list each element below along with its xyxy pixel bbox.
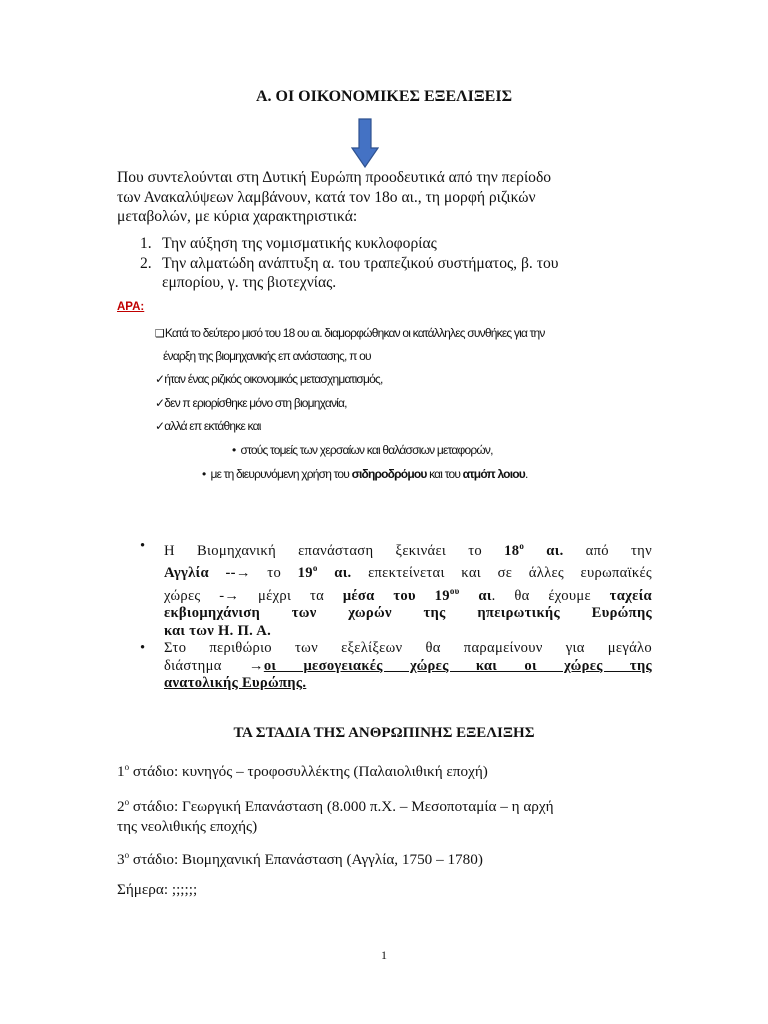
sub-bullet — [232, 443, 493, 457]
sup-text: ο — [124, 797, 130, 807]
ara-box-line — [155, 326, 545, 340]
sup-text: ο — [519, 541, 525, 551]
bullet-icon: • — [202, 467, 211, 481]
checkmark-icon: ✓ — [155, 372, 165, 386]
checkmark-icon: ✓ — [155, 419, 165, 433]
sup-text: ο — [312, 563, 318, 574]
stage-text: στάδιο: κυνηγός – τροφοσυλλέκτης (Παλαιολιθική εποχή) — [129, 763, 488, 781]
text: Η Βιομηχανική επανάσταση ξεκινάει το — [164, 542, 505, 559]
bold-text: αι. — [317, 565, 352, 582]
sub-bullet-text: . — [524, 467, 528, 481]
sub-bullet-text: με τη διευρυνόμενη χρήση του — [210, 467, 352, 481]
check-item — [155, 419, 261, 433]
list-text: Την αύξηση της νομισματικής κυκλοφορίας — [162, 235, 437, 252]
sup-text: ου — [449, 585, 460, 596]
stage-text: στάδιο: Γεωργική Επανάσταση (8.000 π.Χ. – Μεσοποταμία – η αρχή — [129, 798, 554, 816]
text: χώρες - — [164, 587, 225, 604]
intro-line: Που συντελούνται στη Δυτική Ευρώπη προοδευτικά από την περίοδο — [117, 169, 552, 186]
bullet-icon: • — [232, 443, 241, 457]
list-number: 1. — [140, 235, 152, 252]
bold-text: εκβιομηχάνιση των χωρών της ηπειρωτικής Ευρώπης — [164, 605, 652, 622]
list-number: 2. — [140, 254, 152, 272]
checkbox-icon: ❑ — [155, 328, 165, 340]
bullet-text — [164, 538, 652, 640]
check-text: δεν π εριορίσθηκε μόνο στη βιομηχανία, — [164, 396, 347, 410]
bullet-item — [140, 640, 652, 693]
sub-bullet-text: στούς τομείς των χερσαίων και θαλάσσιων μεταφορών, — [240, 443, 493, 457]
bullet-line — [164, 583, 652, 605]
bullet-line — [164, 675, 652, 693]
check-text: αλλά επ εκτάθηκε και — [164, 419, 261, 433]
list-item — [140, 254, 655, 293]
bold-underlined-text: οι μεσογειακές χώρες και οι χώρες της — [263, 657, 652, 674]
stage-text: της νεολιθικής εποχής) — [117, 817, 258, 835]
sup-text: ο — [124, 762, 130, 772]
right-arrow-icon: → — [224, 587, 240, 604]
check-item — [155, 372, 383, 386]
bullet-line — [164, 658, 652, 676]
bullet-item — [140, 538, 652, 640]
bullet-line — [164, 560, 652, 582]
sub-bullet-bold: ατμόπ λοιου — [462, 467, 525, 481]
list-line: Την αλματώδη ανάπτυξη α. του τραπεζικού συστήματος, β. του — [162, 254, 559, 272]
bullet-line — [164, 605, 652, 623]
sub-bullet — [202, 467, 528, 481]
bullet-icon: • — [140, 640, 146, 657]
intro-line: των Ανακαλύψεων λαμβάνουν, κατά τον 18ο αι., τη μορφή ριζικών — [117, 188, 536, 206]
right-arrow-icon: → — [248, 657, 264, 674]
stage-number: 2 — [117, 798, 125, 816]
numbered-list — [140, 234, 655, 293]
list-text — [162, 254, 558, 293]
bold-text: 19 — [297, 565, 313, 582]
bold-underlined-text: ανατολικής Ευρώπης. — [164, 675, 307, 692]
check-item — [155, 396, 347, 410]
bold-text: ταχεία — [609, 587, 652, 604]
text: μέχρι τα — [239, 587, 343, 604]
stage-number: 1 — [117, 763, 125, 781]
sup-text: ο — [124, 850, 130, 860]
stage-item — [117, 758, 657, 782]
bold-text: μέσα του 19 — [342, 587, 450, 604]
section-title: ΤΑ ΣΤΑΔΙΑ ΤΗΣ ΑΝΘΡΩΠΙΝΗΣ ΕΞΕΛΙΞΗΣ — [233, 725, 535, 741]
stage-text: στάδιο: Βιομηχανική Επανάσταση (Αγγλία, 1750 – 1780) — [129, 851, 483, 869]
intro-line: μεταβολών, με κύρια χαρακτηριστικά: — [117, 208, 358, 225]
page-number: 1 — [381, 948, 387, 962]
text: το — [250, 565, 298, 582]
bullet-icon: • — [140, 538, 146, 554]
page-title: Α. ΟΙ ΟΙΚΟΝΟΜΙΚΕΣ ΕΞΕΛΙΞΕΙΣ — [255, 88, 513, 105]
ara-text: Κατά το δεύτερο μισό του 18 ου αι. διαμορφώθηκαν οι κατάλληλες συνθήκες για την — [164, 326, 545, 340]
ara-box-line: έναρξη της βιομηχανικής επ ανάστασης, π ου — [163, 349, 371, 363]
bullet-text — [164, 640, 652, 693]
sub-bullet-bold: σιδηροδρόμου — [351, 467, 427, 481]
bullet-line: Στο περιθώριο των εξελίξεων θα παραμείνουν για μεγάλο — [164, 640, 652, 657]
bullet-list — [140, 538, 652, 693]
intro-paragraph — [117, 168, 652, 227]
text: επεκτείνεται και σε άλλες ευρωπαϊκές — [351, 565, 652, 582]
bold-text: Αγγλία -- — [164, 565, 236, 582]
bold-text: αι. — [524, 542, 564, 559]
bold-text: αι — [459, 587, 492, 604]
bold-text: και των Η. Π. Α. — [164, 622, 272, 639]
text: . θα έχουμε — [491, 587, 610, 604]
list-line: εμπορίου, γ. της βιοτεχνίας. — [162, 274, 337, 291]
checkmark-icon: ✓ — [155, 396, 165, 410]
bullet-line — [164, 623, 652, 641]
sub-bullet-text: και του — [426, 467, 463, 481]
right-arrow-icon: → — [235, 565, 251, 582]
stage-item — [117, 846, 657, 870]
stage-number: 3 — [117, 851, 125, 869]
down-arrow-icon — [351, 118, 379, 168]
stage-item — [117, 793, 657, 836]
today-line: Σήμερα: ;;;;;; — [117, 881, 198, 898]
check-text: ήταν ένας ριζικός οικονομικός μετασχηματισμός, — [164, 372, 383, 386]
list-item — [140, 234, 655, 254]
text: διάστημα — [164, 657, 249, 674]
text: από την — [563, 542, 652, 559]
ara-label: ΑΡΑ: — [117, 301, 145, 313]
bullet-line — [164, 538, 652, 560]
bold-text: 18 — [504, 542, 520, 559]
